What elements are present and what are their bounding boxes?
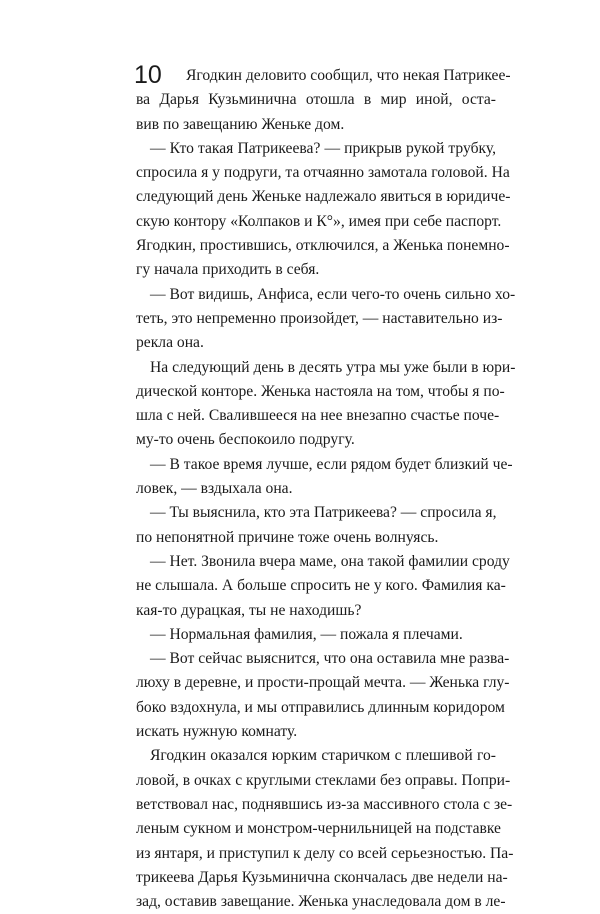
text-line: леным сукном и монстром-чернильницей на подставке: [136, 820, 501, 838]
text-line: Ягодкин, простившись, отключился, а Женька понемно-: [136, 237, 510, 255]
text-line: следующий день Женьке надлежало явиться в юридиче-: [136, 188, 511, 206]
text-line: дической конторе. Женька настояла на том, чтобы я по-: [136, 382, 505, 400]
text-line: кая-то дурацкая, ты не находишь?: [136, 601, 362, 619]
text-line: ловек, — вздыхала она.: [136, 480, 293, 498]
text-line: люху в деревне, и прости-прощай мечта. — Женька глу-: [136, 674, 510, 692]
text-line: искать нужную комнату.: [136, 723, 298, 741]
text-line: вив по завещанию Женьке дом.: [136, 115, 345, 133]
text-line: — Вот видишь, Анфиса, если чего-то очень сильно хо-: [150, 285, 516, 303]
body-text: [136, 64, 516, 914]
text-line: по непонятной причине тоже очень волнуясь.: [136, 528, 439, 546]
text-line: — Вот сейчас выяснится, что она оставила мне разва-: [150, 650, 510, 668]
text-line: шла с ней. Свалившееся на нее внезапно счастье поче-: [136, 407, 500, 425]
page-number: 10: [134, 61, 162, 89]
text-line: зад, оставив завещание. Женька унаследовала дом в ле-: [136, 893, 506, 911]
text-line: — В такое время лучше, если рядом будет близкий че-: [150, 455, 513, 473]
text-line: — Ты выяснила, кто эта Патрикеева? — спросила я,: [150, 504, 497, 522]
text-line: ва Дарья Кузьминична отошла в мир иной, оста-: [136, 91, 496, 109]
text-line: му-то очень беспокоило подругу.: [136, 431, 355, 449]
text-line: не слышала. А больше спросить не у кого. Фамилия ка-: [136, 577, 506, 595]
text-line: рекла она.: [136, 334, 204, 352]
text-line: На следующий день в десять утра мы уже были в юри-: [150, 358, 516, 376]
text-line: — Нет. Звонила вчера маме, она такой фамилии сроду: [150, 552, 510, 570]
text-line: из янтаря, и приступил к делу со всей серьезностью. Па-: [136, 844, 514, 862]
text-line: трикеева Дарья Кузьминична скончалась две недели на-: [136, 868, 508, 886]
text-line: гу начала приходить в себя.: [136, 261, 320, 279]
text-line: теть, это непременно произойдет, — наставительно из-: [136, 309, 503, 327]
text-line: ветствовал нас, поднявшись из-за массивного стола с зе-: [136, 795, 513, 813]
text-line: Ягодкин деловито сообщил, что некая Патрикее-: [186, 67, 511, 84]
text-line: боко вздохнула, и мы отправились длинным коридором: [136, 698, 505, 716]
text-line: спросила я у подруги, та отчаянно замотала головой. На: [136, 164, 510, 182]
text-line: ловой, в очках с круглыми стеклами без оправы. Попри-: [136, 771, 511, 789]
text-line: скую контору «Колпаков и К°», имея при себе паспорт.: [136, 212, 502, 230]
text-line: — Нормальная фамилия, — пожала я плечами.: [150, 625, 463, 643]
text-line: Ягодкин оказался юрким старичком с плешивой го-: [150, 747, 496, 765]
text-line: — Кто такая Патрикеева? — прикрыв рукой трубку,: [150, 139, 496, 157]
